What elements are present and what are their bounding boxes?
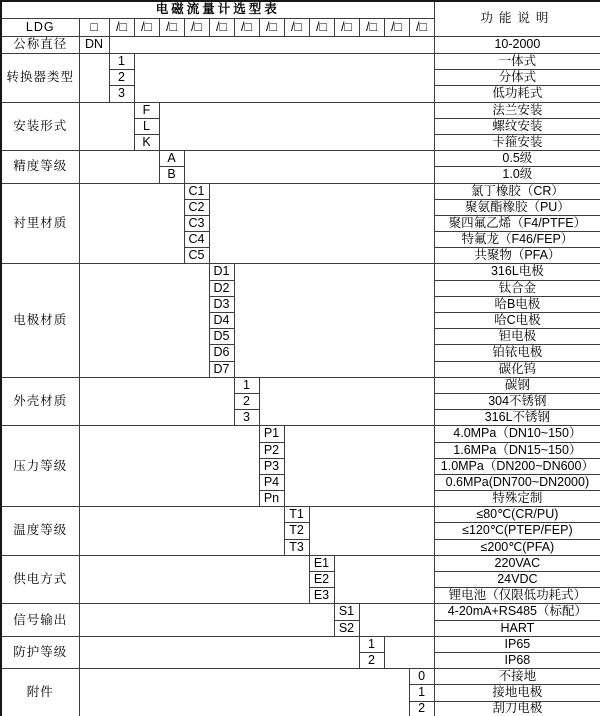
option-code-cell: D5: [209, 329, 234, 345]
option-description: 共聚物（PFA）: [434, 248, 600, 264]
empty-span: [79, 555, 309, 604]
option-description: ≤120℃(PTEP/FEP): [434, 523, 600, 539]
table-row: [1, 555, 600, 571]
category-label: 精度等级: [1, 151, 79, 183]
empty-span: [79, 264, 209, 377]
option-code-cell: 2: [359, 652, 384, 668]
option-code-cell: 1: [109, 54, 134, 70]
option-description: ≤80℃(CR/PU): [434, 507, 600, 523]
model-slot: /□: [409, 19, 434, 37]
option-description: 低功耗式: [434, 86, 600, 102]
option-description: IP65: [434, 636, 600, 652]
model-slot: /□: [159, 19, 184, 37]
option-code-cell: 1: [359, 636, 384, 652]
option-code-cell: 2: [109, 70, 134, 86]
category-label: 供电方式: [1, 555, 79, 604]
category-label: 温度等级: [1, 507, 79, 556]
option-code-cell: F: [134, 102, 159, 118]
model-slot: /□: [384, 19, 409, 37]
option-description: ≤200℃(PFA): [434, 539, 600, 555]
model-base-box: □: [79, 19, 109, 37]
empty-span: [309, 507, 434, 556]
table-row: [1, 507, 600, 523]
option-description: 1.6MPa（DN15~150）: [434, 442, 600, 458]
option-code-cell: E3: [309, 588, 334, 604]
option-code-cell: D2: [209, 280, 234, 296]
model-slot: /□: [309, 19, 334, 37]
option-code-cell: 3: [109, 86, 134, 102]
option-description: 10-2000: [434, 36, 600, 54]
empty-span: [79, 54, 109, 103]
option-description: 316L不锈钢: [434, 410, 600, 426]
empty-span: [259, 377, 434, 426]
table-title: 电磁流量计选型表: [1, 1, 434, 19]
empty-span: [209, 183, 434, 264]
category-label: 附件: [1, 669, 79, 716]
option-code-cell: C3: [184, 215, 209, 231]
table-row: [1, 151, 600, 167]
option-code-cell: D6: [209, 345, 234, 361]
option-description: 特氟龙（F46/FEP）: [434, 232, 600, 248]
option-description: 刮刀电极: [434, 701, 600, 716]
option-description: HART: [434, 620, 600, 636]
option-description: 0.5级: [434, 151, 600, 167]
option-description: IP68: [434, 652, 600, 668]
option-description: 碳化钨: [434, 361, 600, 377]
category-label: 转换器类型: [1, 54, 79, 103]
option-description: 聚四氟乙烯（F4/PTFE）: [434, 215, 600, 231]
option-code-cell: T1: [284, 507, 309, 523]
option-description: 一体式: [434, 54, 600, 70]
table-row: [1, 377, 600, 393]
model-slot: /□: [109, 19, 134, 37]
option-code-cell: C4: [184, 232, 209, 248]
empty-span: [134, 54, 434, 103]
empty-span: [79, 183, 184, 264]
empty-span: [234, 264, 434, 377]
option-code-cell: 0: [409, 669, 434, 685]
model-slot: /□: [134, 19, 159, 37]
option-code-cell: P2: [259, 442, 284, 458]
option-description: 24VDC: [434, 572, 600, 588]
selection-table-body: [1, 1, 600, 716]
empty-span: [79, 377, 234, 426]
option-description: 锂电池（仅限低功耗式）: [434, 588, 600, 604]
table-row: [1, 426, 600, 442]
empty-span: [384, 636, 434, 668]
option-code-cell: P4: [259, 474, 284, 490]
option-code-cell: T3: [284, 539, 309, 555]
table-row: [1, 54, 600, 70]
option-code-cell: C1: [184, 183, 209, 199]
option-description: 不接地: [434, 669, 600, 685]
option-description: 铂铱电极: [434, 345, 600, 361]
option-code-cell: E1: [309, 555, 334, 571]
category-label: 外壳材质: [1, 377, 79, 426]
option-description: 哈C电极: [434, 313, 600, 329]
option-code-cell: S1: [334, 604, 359, 620]
table-row: [1, 102, 600, 118]
option-description: 特殊定制: [434, 491, 600, 507]
empty-span: [79, 669, 409, 716]
option-description: 聚氨酯橡胶（PU）: [434, 199, 600, 215]
category-label: 衬里材质: [1, 183, 79, 264]
empty-span: [359, 604, 434, 636]
option-description: 316L电极: [434, 264, 600, 280]
option-code-cell: T2: [284, 523, 309, 539]
category-label: 信号输出: [1, 604, 79, 636]
empty-span: [109, 36, 434, 54]
table-row: [1, 669, 600, 685]
category-label: 电极材质: [1, 264, 79, 377]
option-code-cell: 3: [234, 410, 259, 426]
option-code-cell: P1: [259, 426, 284, 442]
table-row: [1, 604, 600, 620]
option-code-cell: D3: [209, 296, 234, 312]
model-prefix-cell: LDG: [1, 19, 79, 37]
option-code-cell: D7: [209, 361, 234, 377]
table-row: [1, 36, 600, 54]
model-slot: /□: [259, 19, 284, 37]
category-label: 公称直径: [1, 36, 79, 54]
option-code-cell: K: [134, 134, 159, 150]
model-slot: /□: [184, 19, 209, 37]
option-description: 钽电极: [434, 329, 600, 345]
table-row: [1, 264, 600, 280]
model-slot: /□: [209, 19, 234, 37]
model-slot: /□: [359, 19, 384, 37]
empty-span: [79, 636, 359, 668]
option-code-cell: 1: [409, 685, 434, 701]
option-description: 1.0级: [434, 167, 600, 183]
empty-span: [79, 151, 159, 183]
option-code-cell: P3: [259, 458, 284, 474]
table-row: [1, 183, 600, 199]
option-description: 4.0MPa（DN10~150）: [434, 426, 600, 442]
option-code-cell: A: [159, 151, 184, 167]
table-row: [1, 636, 600, 652]
option-code-cell: Pn: [259, 491, 284, 507]
empty-span: [79, 426, 259, 507]
empty-span: [184, 151, 434, 183]
model-slot: /□: [234, 19, 259, 37]
option-code-cell: 1: [234, 377, 259, 393]
option-description: 哈B电极: [434, 296, 600, 312]
model-slot: /□: [284, 19, 309, 37]
option-description: 220VAC: [434, 555, 600, 571]
option-description: 0.6MPa(DN700~DN2000): [434, 474, 600, 490]
category-label: 防护等级: [1, 636, 79, 668]
empty-span: [159, 102, 434, 151]
option-code-cell: B: [159, 167, 184, 183]
empty-span: [79, 604, 334, 636]
empty-span: [334, 555, 434, 604]
function-column-header: 功能说明: [434, 1, 600, 36]
category-label: 压力等级: [1, 426, 79, 507]
option-description: 氯丁橡胶（CR）: [434, 183, 600, 199]
option-code-cell: 2: [234, 393, 259, 409]
option-code-cell: C5: [184, 248, 209, 264]
option-code-cell: DN: [79, 36, 109, 54]
option-description: 螺纹安装: [434, 118, 600, 134]
option-description: 4-20mA+RS485（标配）: [434, 604, 600, 620]
option-code-cell: E2: [309, 572, 334, 588]
option-description: 1.0MPa（DN200~DN600）: [434, 458, 600, 474]
option-description: 接地电极: [434, 685, 600, 701]
option-code-cell: D4: [209, 313, 234, 329]
option-description: 法兰安装: [434, 102, 600, 118]
option-code-cell: 2: [409, 701, 434, 716]
option-code-cell: S2: [334, 620, 359, 636]
category-label: 安装形式: [1, 102, 79, 151]
option-code-cell: C2: [184, 199, 209, 215]
empty-span: [79, 102, 134, 151]
option-code-cell: L: [134, 118, 159, 134]
option-code-cell: D1: [209, 264, 234, 280]
option-description: 碳钢: [434, 377, 600, 393]
option-description: 卡箍安装: [434, 134, 600, 150]
table-row: [1, 1, 600, 19]
empty-span: [284, 426, 434, 507]
option-description: 钛合金: [434, 280, 600, 296]
option-description: 304不锈钢: [434, 393, 600, 409]
option-description: 分体式: [434, 70, 600, 86]
model-slot: /□: [334, 19, 359, 37]
empty-span: [79, 507, 284, 556]
